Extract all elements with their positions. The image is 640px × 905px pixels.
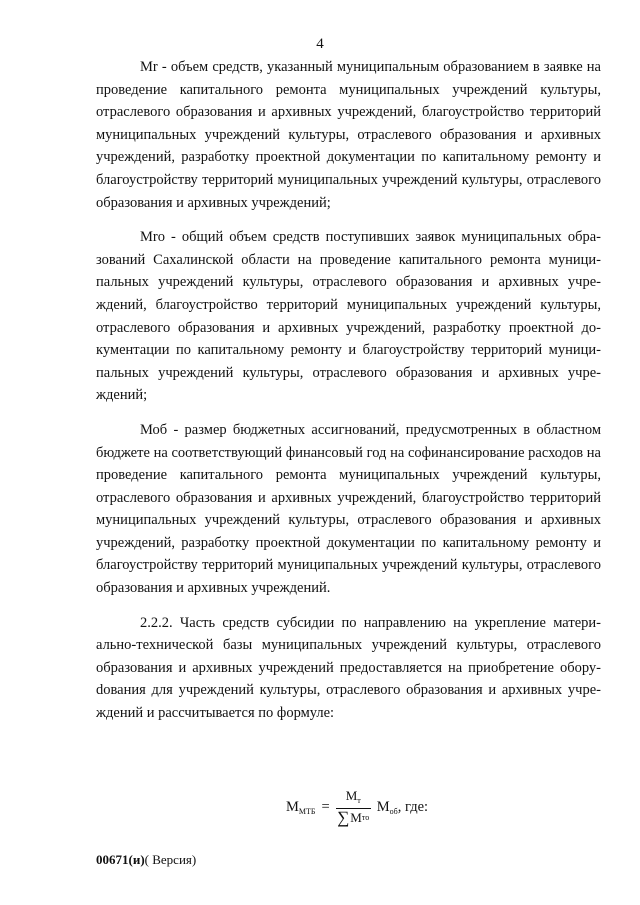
paragraph-mr-definition: Mr - объем средств, указанный муниципальным образованием в заявке на проведение капитального ремонта муниципальных учреждений культуры, отраслевого образования и архивных учреждений, благоустройство территорий муниципальных учреждений культуры, отраслевого образования и архивных учреждений, разработку проектной документации по капитальному ремонту и благоустройству территорий муниципальных учреждений культуры, отраслевого образования и архивных учреждений; [96, 59, 601, 211]
formula-denominator-subscript: то [361, 813, 370, 822]
formula-fraction [336, 788, 371, 826]
footer-version: ( Версия) [144, 852, 197, 867]
formula-numerator [336, 788, 371, 809]
paragraph-2-2-2: 2.2.2. Часть средств субсидии по направлению на укрепление материально-технической базы муниципальных учреждений культуры, отраслевого образования и архивных учреждений предоставляется на приобретение оборуdования для учреждений культуры, отраслевого образования и архивных учреждений и рассчитывается по формуле: [96, 614, 601, 722]
formula-sigma: ∑ [337, 808, 350, 827]
document-footer [96, 852, 196, 868]
formula-lhs-subscript: МТБ [298, 806, 316, 816]
paragraph-mro-definition: Mro - общий объем средств поступивших заявок муниципальных образований Сахалинской области на проведение капитального ремонта муниципальных учреждений культуры, отраслевого образования и архивных учреждений, благоустройство территорий муниципальных учреждений культуры, отраслевого образования и архивных учреждений, разработку проектной документации по капитальному ремонту и благоустройству территорий муниципальных учреждений культуры, отраслевого образования и архивных учреждений; [96, 229, 601, 404]
formula-multiplier-symbol: М [376, 798, 390, 815]
formula-equals: = [321, 798, 330, 815]
formula-multiplier [377, 799, 428, 816]
formula-mtb [286, 788, 428, 826]
formula-lhs [286, 799, 316, 816]
formula-denominator-symbol: М [350, 810, 362, 825]
page-number: 4 [316, 36, 324, 52]
document-body [96, 56, 601, 737]
formula-multiplier-subscript: об [389, 806, 398, 816]
footer-doc-code: 00671(и) [96, 852, 145, 867]
paragraph-mob-definition: Моб - размер бюджетных ассигнований, предусмотренных в областном бюджете на соответствующий финансовый год на софинансирование расходов на проведение капитального ремонта муниципальных учреждений культуры, отраслевого образования и архивных учреждений, благоустройство территорий муниципальных учреждений культуры, отраслевого образования и архивных учреждений, разработку проектной документации по капитальному ремонту и благоустройству территорий муниципальных учреждений культуры, отраслевого образования и архивных учреждений. [96, 421, 601, 597]
formula-numerator-symbol: М [345, 788, 358, 803]
formula-numerator-subscript: т [357, 796, 361, 805]
formula-suffix: , где: [397, 798, 429, 815]
formula-denominator [337, 809, 369, 826]
formula-lhs-symbol: М [286, 798, 299, 815]
